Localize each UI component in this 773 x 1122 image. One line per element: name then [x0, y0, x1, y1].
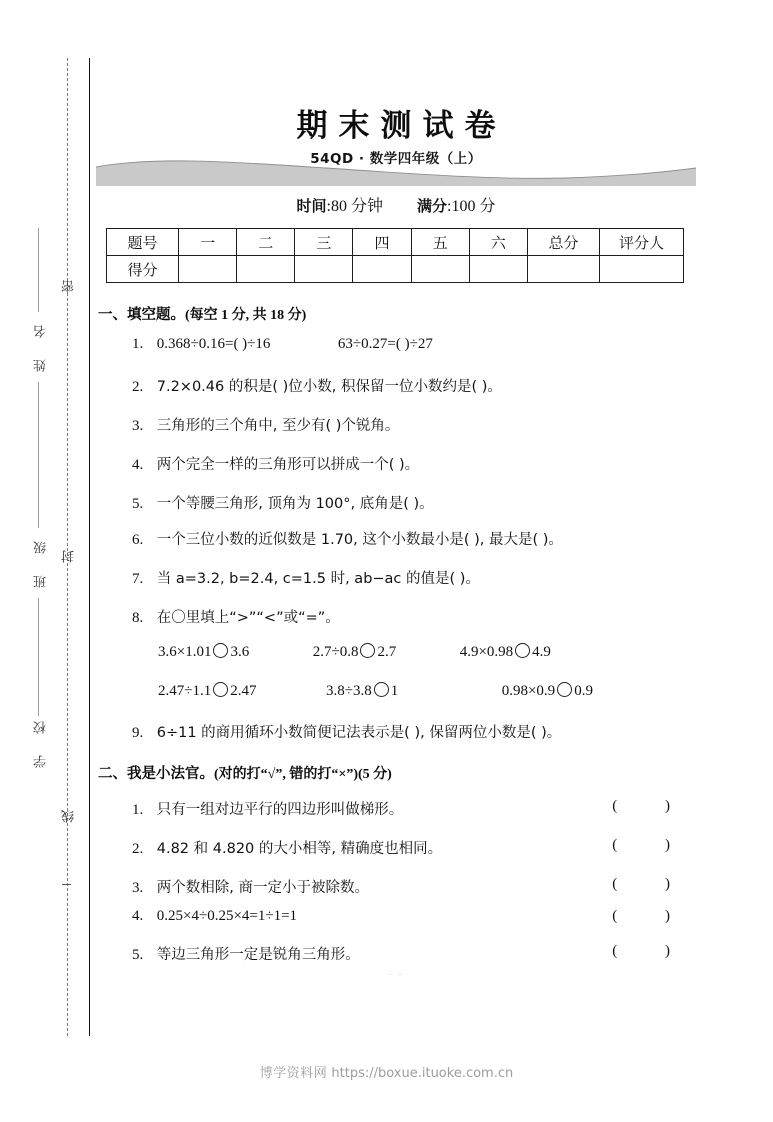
question-1-2 [132, 375, 502, 396]
q5-number: 5. [132, 496, 144, 512]
q8-number: 8. [132, 610, 144, 626]
seal-field-school: 学 校 [34, 718, 49, 768]
j1-answer-box[interactable]: ( ) [612, 798, 692, 814]
q5-text: 一个等腰三角形, 顶角为 100°, 底角是( )。 [156, 496, 434, 512]
question-1-8-compare-row-2 [158, 682, 593, 700]
section-2-points: (对的打“√”, 错的打“×”)(5 分) [214, 767, 392, 782]
score-cell-2[interactable] [237, 256, 295, 283]
cmp-r1-left-1: 3.6×1.01 [158, 644, 212, 660]
j1-text: 只有一组对边平行的四边形叫做梯形。 [156, 802, 404, 818]
question-1-8-compare-row-1 [158, 643, 551, 661]
cmp-r1-right-3: 4.9 [532, 644, 551, 660]
j2-answer-box[interactable]: ( ) [612, 837, 692, 853]
q4-number: 4. [132, 457, 144, 473]
seal-rule-below-name [38, 382, 39, 528]
q2-text: 7.2×0.46 的积是( )位小数, 积保留一位小数约是( )。 [156, 379, 502, 395]
question-1-8 [132, 606, 340, 627]
table-row-header [107, 229, 684, 256]
seal-field-name: 姓 名 [34, 322, 49, 372]
cmp-r2-left-1: 2.47÷1.1 [158, 683, 212, 699]
score-cell-1[interactable] [179, 256, 237, 283]
score-table-col-3: 三 [295, 229, 353, 256]
q9-text: 6÷11 的商用循环小数简便记法表示是( ), 保留两位小数是( )。 [156, 725, 562, 741]
cmp-r2-right-1: 2.47 [230, 683, 257, 699]
score-table [106, 228, 684, 283]
q7-number: 7. [132, 571, 144, 587]
section-heading-1 [98, 303, 306, 324]
j4-text: 0.25×4÷0.25×4=1÷1=1 [156, 908, 298, 924]
score-cell-rater[interactable] [600, 256, 684, 283]
compare-circle-icon[interactable] [360, 643, 375, 658]
question-2-2 [132, 837, 696, 858]
score-table-row-label-0: 题号 [107, 229, 179, 256]
j2-number: 2. [132, 841, 144, 857]
seal-field-class: 班 级 [34, 538, 49, 588]
compare-circle-icon[interactable] [515, 643, 530, 658]
j5-number: 5. [132, 947, 144, 963]
q8-text: 在〇里填上“>”“<”或“=”。 [156, 610, 340, 626]
j3-number: 3. [132, 880, 144, 896]
question-1-9 [132, 721, 561, 742]
q3-text: 三角形的三个角中, 至少有( )个锐角。 [156, 418, 400, 434]
fullscore-label: 满分 [417, 197, 448, 215]
q1-part-a: 0.368÷0.16=( )÷16 [156, 336, 271, 352]
score-cell-6[interactable] [469, 256, 527, 283]
seal-rule-below-class [38, 598, 39, 716]
site-watermark [0, 1062, 773, 1081]
score-table-col-1: 一 [179, 229, 237, 256]
question-1-7 [132, 567, 480, 588]
fullscore-value: :100 分 [447, 198, 496, 215]
section-1-points: (每空 1 分, 共 18 分) [185, 308, 307, 323]
score-cell-3[interactable] [295, 256, 353, 283]
seal-mark-mi: 密 [62, 278, 77, 293]
score-cell-5[interactable] [411, 256, 469, 283]
compare-circle-icon[interactable] [374, 682, 389, 697]
j4-number: 4. [132, 908, 144, 924]
section-heading-2 [98, 762, 392, 783]
cmp-r2-left-3: 0.98×0.9 [501, 683, 556, 699]
score-cell-total[interactable] [528, 256, 600, 283]
q6-number: 6. [132, 532, 144, 548]
header-wave-decoration [96, 158, 696, 186]
compare-circle-icon[interactable] [213, 682, 228, 697]
cmp-r1-right-2: 2.7 [377, 644, 397, 660]
score-table-col-5: 五 [411, 229, 469, 256]
seal-mark-xian: 线 [62, 808, 77, 823]
question-2-5 [132, 943, 696, 964]
seal-mark-feng: 封 [62, 548, 77, 563]
section-1-title: 一、填空题。 [98, 307, 185, 323]
compare-circle-icon[interactable] [213, 643, 228, 658]
wave-shape-icon [96, 158, 696, 186]
score-table-col-6: 六 [469, 229, 527, 256]
exam-meta-line [96, 193, 696, 216]
time-label: 时间 [296, 197, 327, 215]
score-table-col-total: 总分 [528, 229, 600, 256]
watermark-url: https://boxue.ituoke.com.cn [331, 1066, 514, 1081]
j3-answer-box[interactable]: ( ) [612, 876, 692, 892]
cmp-r2-right-2: 1 [390, 683, 399, 699]
q1-part-b: 63÷0.27=( )÷27 [337, 336, 433, 352]
j5-answer-box[interactable]: ( ) [612, 943, 692, 959]
cmp-r2-right-3: 0.9 [574, 683, 593, 699]
score-table-col-4: 四 [353, 229, 411, 256]
question-1-3 [132, 414, 399, 435]
score-table-row-label-1: 得分 [107, 256, 179, 283]
q1-number: 1. [132, 336, 144, 352]
table-row-scores [107, 256, 684, 283]
page-number-marker: - - [387, 968, 405, 980]
page-title: 期末测试卷 [296, 108, 507, 144]
time-value: :80 分钟 [326, 198, 383, 215]
page-subtitle: 54QD · 数学四年级（上） [310, 151, 482, 167]
seal-tick-mark [62, 884, 71, 885]
cmp-r1-left-3: 4.9×0.98 [459, 644, 514, 660]
seal-rule-above-name [38, 228, 39, 312]
j1-number: 1. [132, 802, 144, 818]
j2-text: 4.82 和 4.820 的大小相等, 精确度也相同。 [156, 841, 443, 857]
q3-number: 3. [132, 418, 144, 434]
compare-circle-icon[interactable] [557, 682, 572, 697]
q6-text: 一个三位小数的近似数是 1.70, 这个小数最小是( ), 最大是( )。 [156, 532, 563, 548]
exam-page-body [96, 0, 696, 1122]
question-2-3 [132, 876, 696, 897]
cmp-r2-left-2: 3.8÷3.8 [325, 683, 372, 699]
q7-text: 当 a=3.2, b=2.4, c=1.5 时, ab−ac 的值是( )。 [156, 571, 480, 587]
seal-solid-line [89, 58, 90, 1036]
j3-text: 两个数相除, 商一定小于被除数。 [156, 880, 369, 896]
question-1-5 [132, 492, 434, 513]
cmp-r1-left-2: 2.7÷0.8 [312, 644, 359, 660]
question-2-1 [132, 798, 696, 819]
seal-margin-area [0, 0, 92, 1122]
watermark-site-name: 博学资料网 [259, 1066, 328, 1081]
j4-answer-box[interactable]: ( ) [612, 908, 692, 924]
q4-text: 两个完全一样的三角形可以拼成一个( )。 [156, 457, 420, 473]
cmp-r1-right-1: 3.6 [230, 644, 250, 660]
question-1-6 [132, 528, 563, 549]
score-table-col-2: 二 [237, 229, 295, 256]
score-table-col-rater: 评分人 [600, 229, 684, 256]
j5-text: 等边三角形一定是锐角三角形。 [156, 947, 360, 963]
seal-dotted-line [67, 58, 68, 1036]
q2-number: 2. [132, 379, 144, 395]
question-1-4 [132, 453, 419, 474]
section-2-title: 二、我是小法官。 [98, 766, 214, 782]
question-1-1 [132, 336, 433, 353]
q9-number: 9. [132, 725, 144, 741]
question-2-4 [132, 908, 696, 925]
score-cell-4[interactable] [353, 256, 411, 283]
